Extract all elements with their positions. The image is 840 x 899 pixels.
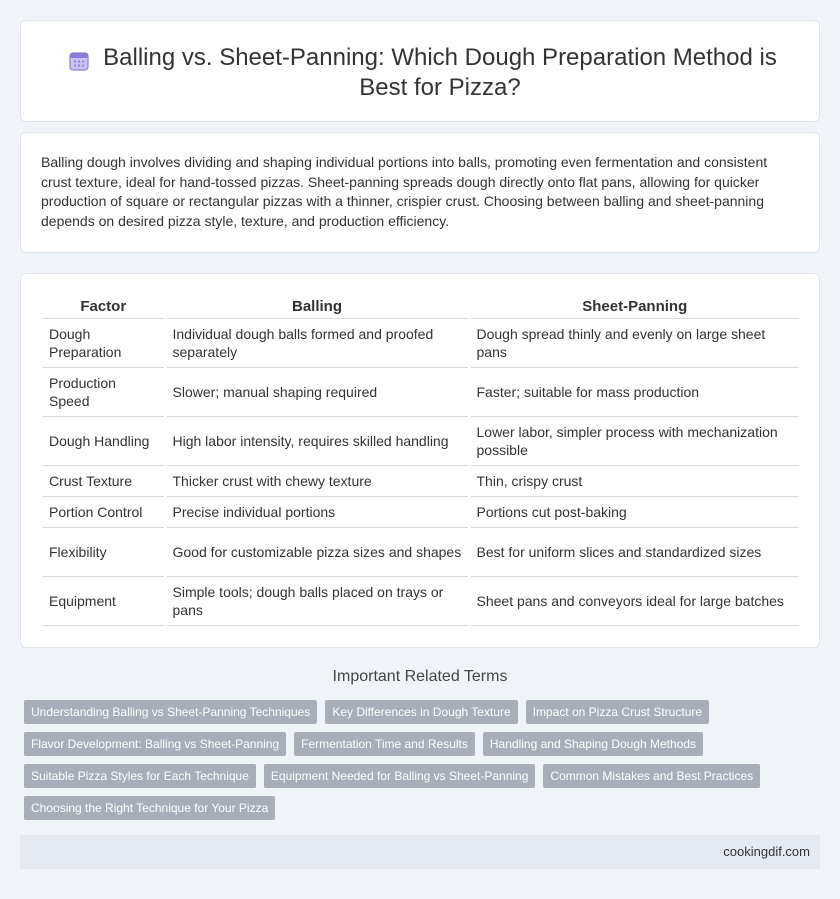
factor-cell: Dough Preparation: [43, 318, 165, 367]
balling-cell: Precise individual portions: [165, 496, 469, 527]
page-title: Balling vs. Sheet-Panning: Which Dough Preparation Method is Best for Pizza?: [103, 44, 777, 101]
factor-cell: Flexibility: [43, 527, 165, 576]
related-term-tag[interactable]: Understanding Balling vs Sheet-Panning Techniques: [24, 700, 317, 724]
table-row: [43, 496, 799, 527]
footer-site-name[interactable]: cookingdif.com: [723, 844, 810, 859]
balling-cell: Good for customizable pizza sizes and shapes: [165, 527, 469, 576]
table-row: [43, 367, 799, 416]
sheet-panning-cell: Faster; suitable for mass production: [469, 367, 799, 416]
footer: [20, 835, 820, 869]
sheet-panning-cell: Dough spread thinly and evenly on large sheet pans: [469, 318, 799, 367]
balling-cell: Individual dough balls formed and proofed separately: [165, 318, 469, 367]
header-factor: Factor: [43, 296, 165, 318]
related-term-tag[interactable]: Handling and Shaping Dough Methods: [483, 732, 703, 756]
balling-cell: Slower; manual shaping required: [165, 367, 469, 416]
sheet-panning-cell: Thin, crispy crust: [469, 465, 799, 496]
table-header-row: [43, 296, 799, 318]
comparison-table-card: [20, 273, 820, 648]
related-term-tag[interactable]: Key Differences in Dough Texture: [325, 700, 517, 724]
sheet-panning-cell: Portions cut post-baking: [469, 496, 799, 527]
header-balling: Balling: [165, 296, 469, 318]
title-card: [20, 20, 820, 122]
sheet-panning-cell: Lower labor, simpler process with mechanization possible: [469, 416, 799, 465]
factor-cell: Crust Texture: [43, 465, 165, 496]
factor-cell: Dough Handling: [43, 416, 165, 465]
balling-cell: Thicker crust with chewy texture: [165, 465, 469, 496]
related-term-tag[interactable]: Suitable Pizza Styles for Each Technique: [24, 764, 256, 788]
related-terms-heading: Important Related Terms: [332, 668, 508, 685]
factor-cell: Equipment: [43, 576, 165, 625]
table-row: [43, 465, 799, 496]
related-term-tag[interactable]: Common Mistakes and Best Practices: [543, 764, 760, 788]
related-term-tag[interactable]: Impact on Pizza Crust Structure: [526, 700, 709, 724]
related-term-tag[interactable]: Choosing the Right Technique for Your Pizza: [24, 796, 275, 820]
table-row: [43, 527, 799, 576]
comparison-table: [43, 296, 799, 626]
table-row: [43, 576, 799, 625]
related-terms-list: [24, 700, 804, 820]
header-sheet-panning: Sheet-Panning: [469, 296, 799, 318]
factor-cell: Portion Control: [43, 496, 165, 527]
table-row: [43, 318, 799, 367]
balling-cell: Simple tools; dough balls placed on trays or pans: [165, 576, 469, 625]
intro-paragraph: Balling dough involves dividing and shaping individual portions into balls, promoting even fermentation and consistent crust texture, ideal for hand-tossed pizzas. Sheet-panning spreads dough directly onto flat pans, allowing for quicker production of square or rectangular pizzas with a thinner, crispier crust. Choosing between balling and sheet-panning depends on desired pizza style, texture, and production efficiency.: [41, 154, 768, 229]
table-row: [43, 416, 799, 465]
balling-cell: High labor intensity, requires skilled handling: [165, 416, 469, 465]
related-term-tag[interactable]: Flavor Development: Balling vs Sheet-Panning: [24, 732, 286, 756]
related-term-tag[interactable]: Fermentation Time and Results: [294, 732, 475, 756]
sheet-panning-cell: Sheet pans and conveyors ideal for large batches: [469, 576, 799, 625]
factor-cell: Production Speed: [43, 367, 165, 416]
intro-card: [20, 132, 820, 253]
related-term-tag[interactable]: Equipment Needed for Balling vs Sheet-Panning: [264, 764, 536, 788]
sheet-panning-cell: Best for uniform slices and standardized sizes: [469, 527, 799, 576]
